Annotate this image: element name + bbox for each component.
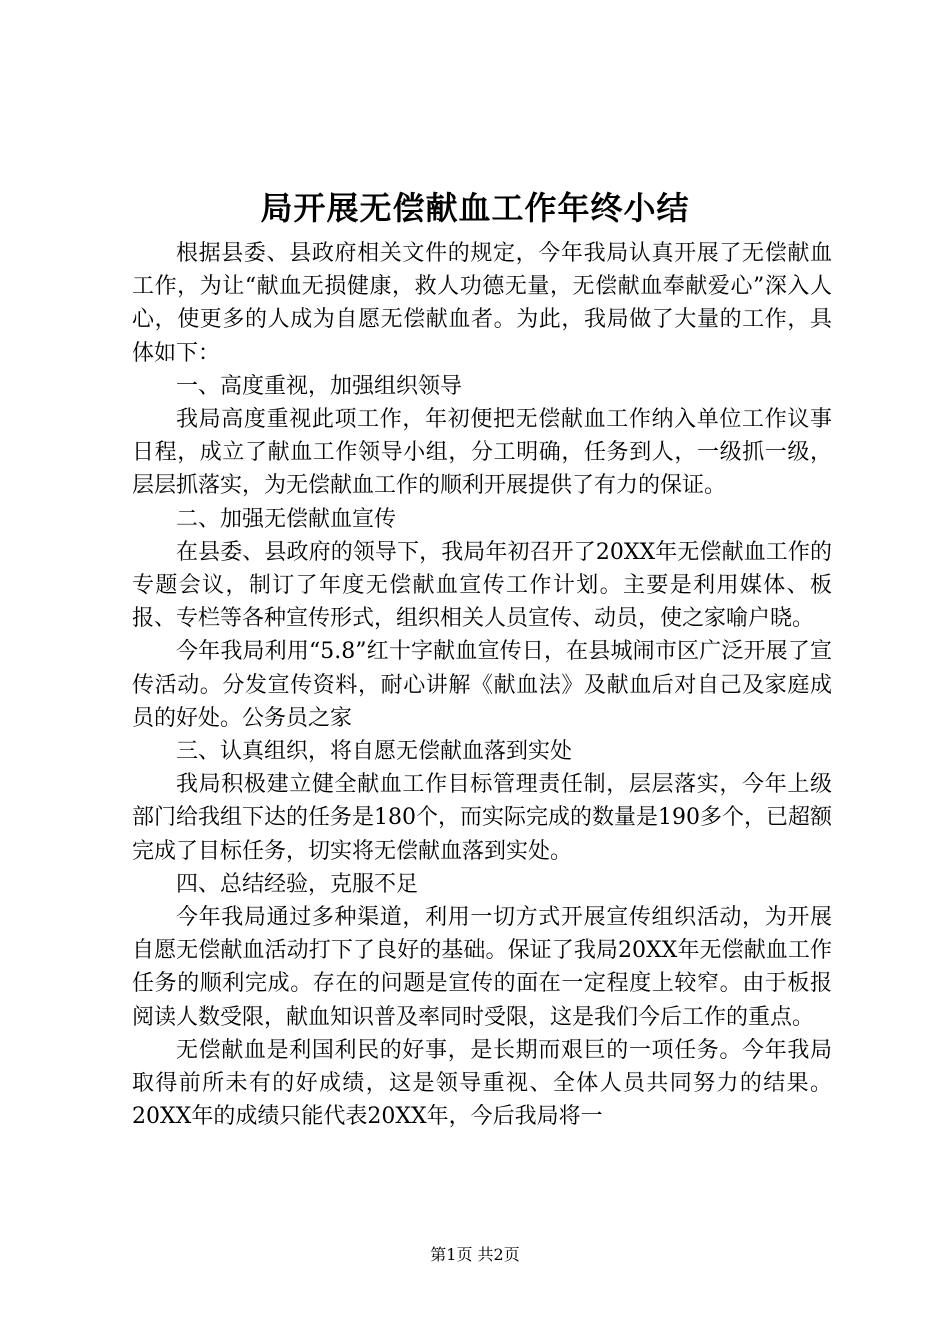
paragraph-section-2a: 在县委、县政府的领导下，我局年初召开了20XX年无偿献血工作的专题会议，制订了年度无偿献血宣传工作计划。主要是利用媒体、板报、专栏等各种宣传形式，组织相关人员宣传、动员，使之家喻户晓。: [132, 539, 832, 632]
section-heading-2: 二、加强无偿献血宣传: [176, 506, 397, 532]
paragraph-section-2b: 今年我局利用“5.8”红十字献血宣传日，在县城闹市区广泛开展了宣传活动。分发宣传资料，耐心讲解《献血法》及献血后对自己及家庭成员的好处。公务员之家: [132, 639, 832, 731]
paragraph-section-1: 我局高度重视此项工作，年初便把无偿献血工作纳入单位工作议事日程，成立了献血工作领导小组，分工明确，任务到人，一级抓一级，层层抓落实，为无偿献血工作的顺利开展提供了有力的保证。: [132, 407, 832, 499]
paragraph-section-4: 今年我局通过多种渠道，利用一切方式开展宣传组织活动，为开展自愿无偿献血活动打下了良好的基础。保证了我局20XX年无偿献血工作任务的顺利完成。存在的问题是宣传的面在一定程度上较窄。由于板报阅读人数受限，献血知识普及率同时受限，这是我们今后工作的重点。: [132, 905, 832, 1030]
paragraph-closing: 无偿献血是利国利民的好事，是长期而艰巨的一项任务。今年我局取得前所未有的好成绩，这是领导重视、全体人员共同努力的结果。20XX年的成绩只能代表20XX年，今后我局将一: [132, 1037, 832, 1130]
section-heading-1: 一、高度重视，加强组织领导: [176, 373, 463, 399]
document-title: 局开展无偿献血工作年终小结: [260, 189, 690, 227]
section-heading-3: 三、认真组织，将自愿无偿献血落到实处: [176, 739, 573, 765]
paragraph-intro: 根据县委、县政府相关文件的规定，今年我局认真开展了无偿献血工作，为让“献血无损健康，救人功德无量，无偿献血奉献爱心”深入人心，使更多的人成为自愿无偿献血者。为此，我局做了大量的工作，具体如下：: [132, 241, 832, 366]
page-footer: 第1页 共2页: [430, 1245, 520, 1264]
section-heading-4: 四、总结经验，克服不足: [176, 871, 419, 897]
document-body: [132, 237, 832, 1133]
paragraph-section-3: 我局积极建立健全献血工作目标管理责任制，层层落实，今年上级部门给我组下达的任务是180个，而实际完成的数量是190多个，已超额完成了目标任务，切实将无偿献血落到实处。: [132, 772, 832, 864]
